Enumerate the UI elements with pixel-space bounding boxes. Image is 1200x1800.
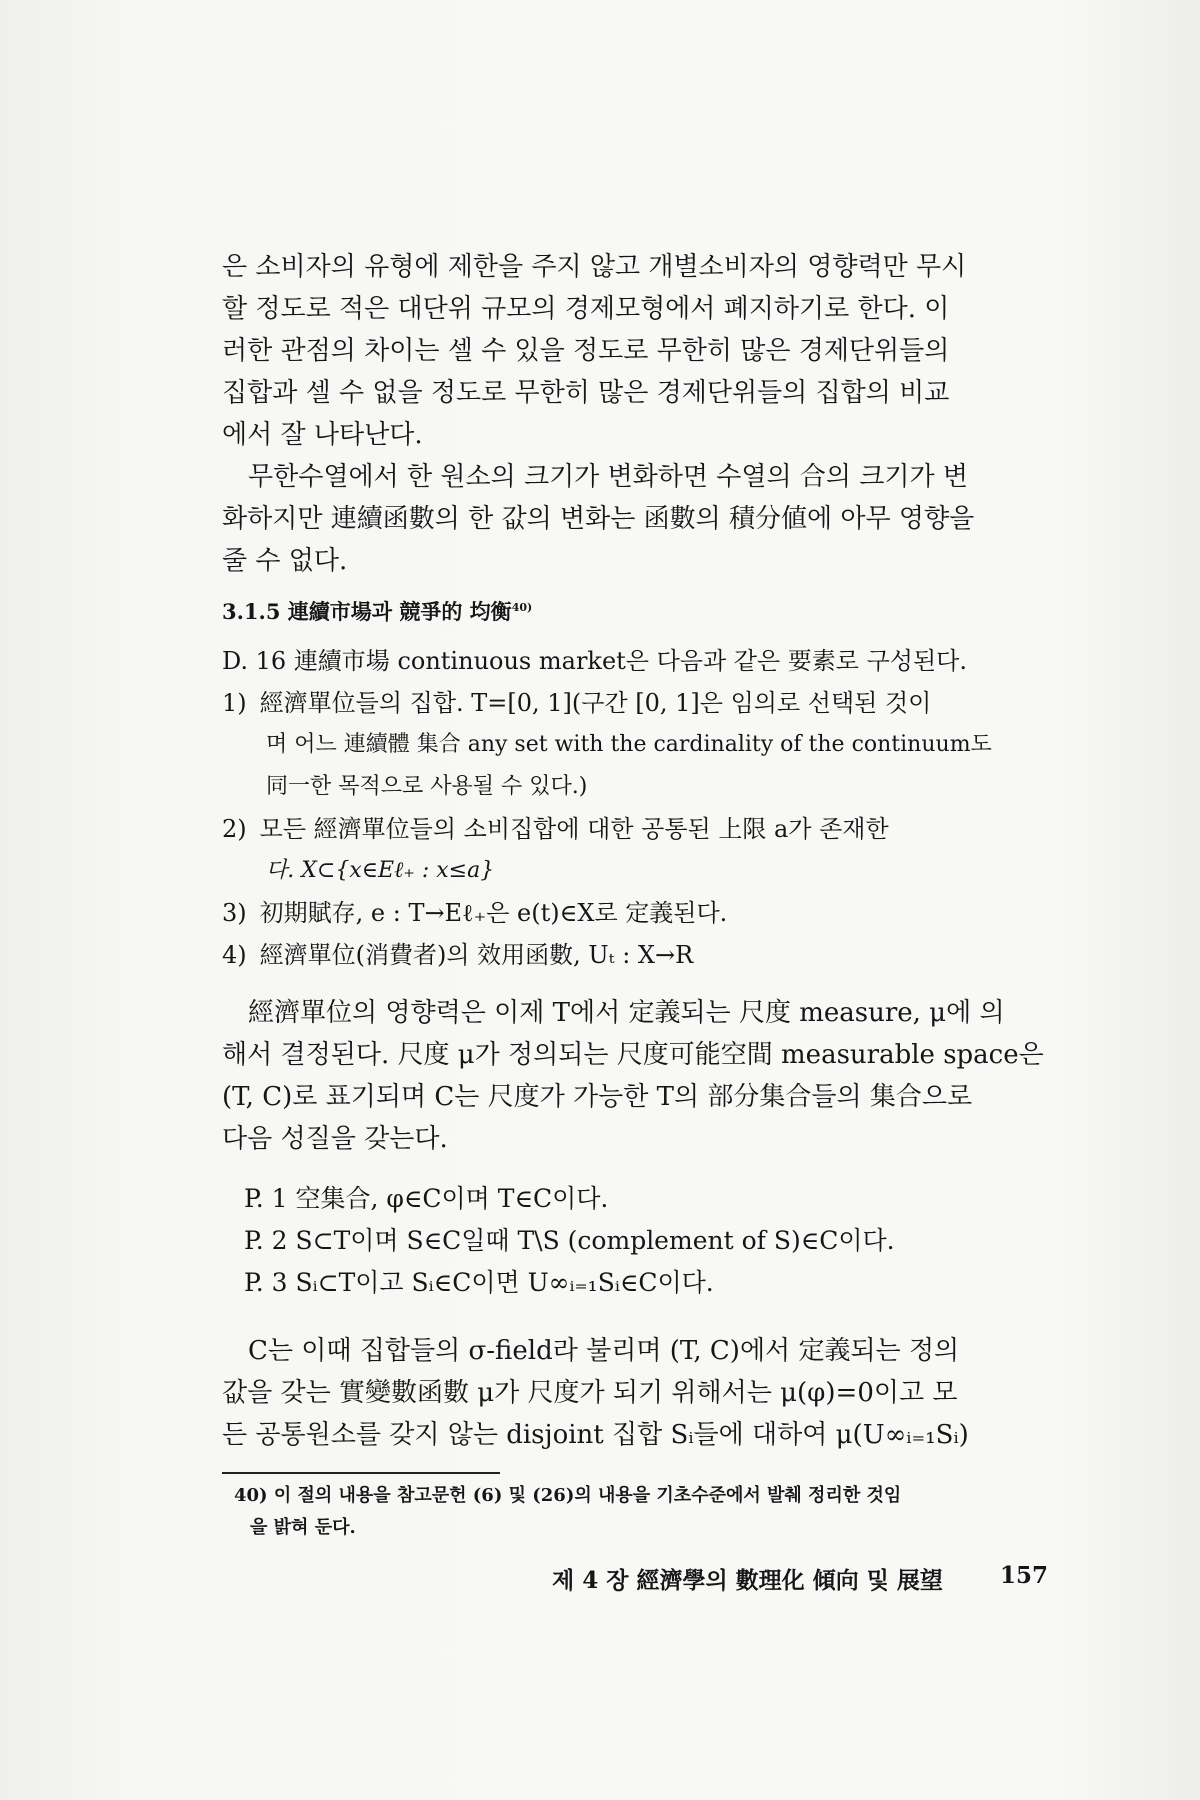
item-continuation: 同一한 목적으로 사용될 수 있다.) <box>266 774 588 799</box>
body-text <box>222 246 1048 582</box>
definition-item <box>222 892 1048 934</box>
footnote-line: 40) 이 절의 내용을 참고문헌 (6) 및 (26)의 내용을 기초수준에서 발췌 정리한 것임 <box>234 1485 902 1506</box>
paragraph-4 <box>222 1330 1048 1456</box>
text-line: 집합과 셀 수 없을 정도로 무한히 많은 경제단위들의 집합의 비교 <box>222 378 950 408</box>
footnote <box>234 1480 1034 1544</box>
text-line: 다음 성질을 갖는다. <box>222 1124 448 1154</box>
paragraph-2 <box>222 456 1048 582</box>
paragraph-1 <box>222 246 1048 456</box>
property-item: P. 2 S⊂T이며 S∈C일때 T\S (complement of S)∈C이다. <box>244 1226 895 1255</box>
item-continuation: 며 어느 連續體 集合 any set with the cardinality of the continuum도 <box>266 732 992 757</box>
text-line: 해서 결정된다. 尺度 μ가 정의되는 尺度可能空間 measurable space은 <box>222 1040 1044 1070</box>
text-line: 값을 갖는 實變數函數 μ가 尺度가 되기 위해서는 μ(φ)=0이고 모 <box>222 1378 958 1408</box>
item-text: 經濟單位들의 집합. T=[0, 1](구간 [0, 1]은 임의로 선택된 것이 <box>259 689 932 717</box>
paragraph-3 <box>222 992 1048 1160</box>
running-footer: 제 4 장 經濟學의 數理化 傾向 및 展望 <box>552 1567 943 1594</box>
text-line: 에서 잘 나타난다. <box>222 420 423 450</box>
definition-item <box>222 682 1048 808</box>
property-item: P. 1 空集合, φ∈C이며 T∈C이다. <box>244 1184 609 1213</box>
definition-item <box>222 808 1048 892</box>
section-title-text: 3.1.5 連續市場과 競爭的 均衡 <box>222 599 512 624</box>
property-list <box>244 1178 1044 1304</box>
property-item: P. 3 Sᵢ⊂T이고 Sᵢ∈C이면 U∞ᵢ₌₁Sᵢ∈C이다. <box>244 1268 714 1297</box>
item-text: 經濟單位(消費者)의 效用函數, Uₜ : X→R <box>259 941 694 969</box>
section-heading <box>222 596 532 626</box>
text-line: 든 공통원소를 갖지 않는 disjoint 집합 Sᵢ들에 대하여 μ(U∞ᵢ₌₁Sᵢ) <box>222 1420 969 1450</box>
text-line: C는 이때 집합들의 σ-field라 불리며 (T, C)에서 定義되는 정의 <box>248 1336 960 1366</box>
item-continuation: 다. X⊂{x∈Eℓ₊ : x≤a} <box>266 858 495 883</box>
definition-head: D. 16 連續市場 continuous market은 다음과 같은 要素로 구성된다. <box>222 647 967 675</box>
footnote-divider <box>222 1472 500 1474</box>
item-text: 初期賦存, e : T→Eℓ₊은 e(t)∈X로 定義된다. <box>259 899 728 927</box>
definition-block <box>222 640 1048 976</box>
text-line: (T, C)로 표기되며 C는 尺度가 가능한 T의 部分集合들의 集合으로 <box>222 1082 973 1112</box>
item-number: 1) <box>222 689 247 717</box>
definition-item <box>222 934 1048 976</box>
text-line: 무한수열에서 한 원소의 크기가 변화하면 수열의 合의 크기가 변 <box>248 462 969 492</box>
page-number: 157 <box>1000 1562 1049 1589</box>
text-line: 할 정도로 적은 대단위 규모의 경제모형에서 폐지하기로 한다. 이 <box>222 294 950 324</box>
text-line: 화하지만 連續函數의 한 값의 변화는 函數의 積分値에 아무 영향을 <box>222 504 975 534</box>
text-line: 러한 관점의 차이는 셀 수 있을 정도로 무한히 많은 경제단위들의 <box>222 336 950 366</box>
item-number: 2) <box>222 815 247 843</box>
text-line: 은 소비자의 유형에 제한을 주지 않고 개별소비자의 영향력만 무시 <box>222 252 967 282</box>
text-line: 經濟單位의 영향력은 이제 T에서 定義되는 尺度 measure, μ에 의 <box>248 998 1005 1028</box>
item-text: 모든 經濟單位들의 소비집합에 대한 공통된 上限 a가 존재한 <box>259 815 889 843</box>
text-line: 줄 수 없다. <box>222 546 348 576</box>
item-number: 4) <box>222 941 247 969</box>
item-number: 3) <box>222 899 247 927</box>
footnote-marker: 40) <box>511 601 533 614</box>
footnote-line: 을 밝혀 둔다. <box>250 1517 356 1538</box>
